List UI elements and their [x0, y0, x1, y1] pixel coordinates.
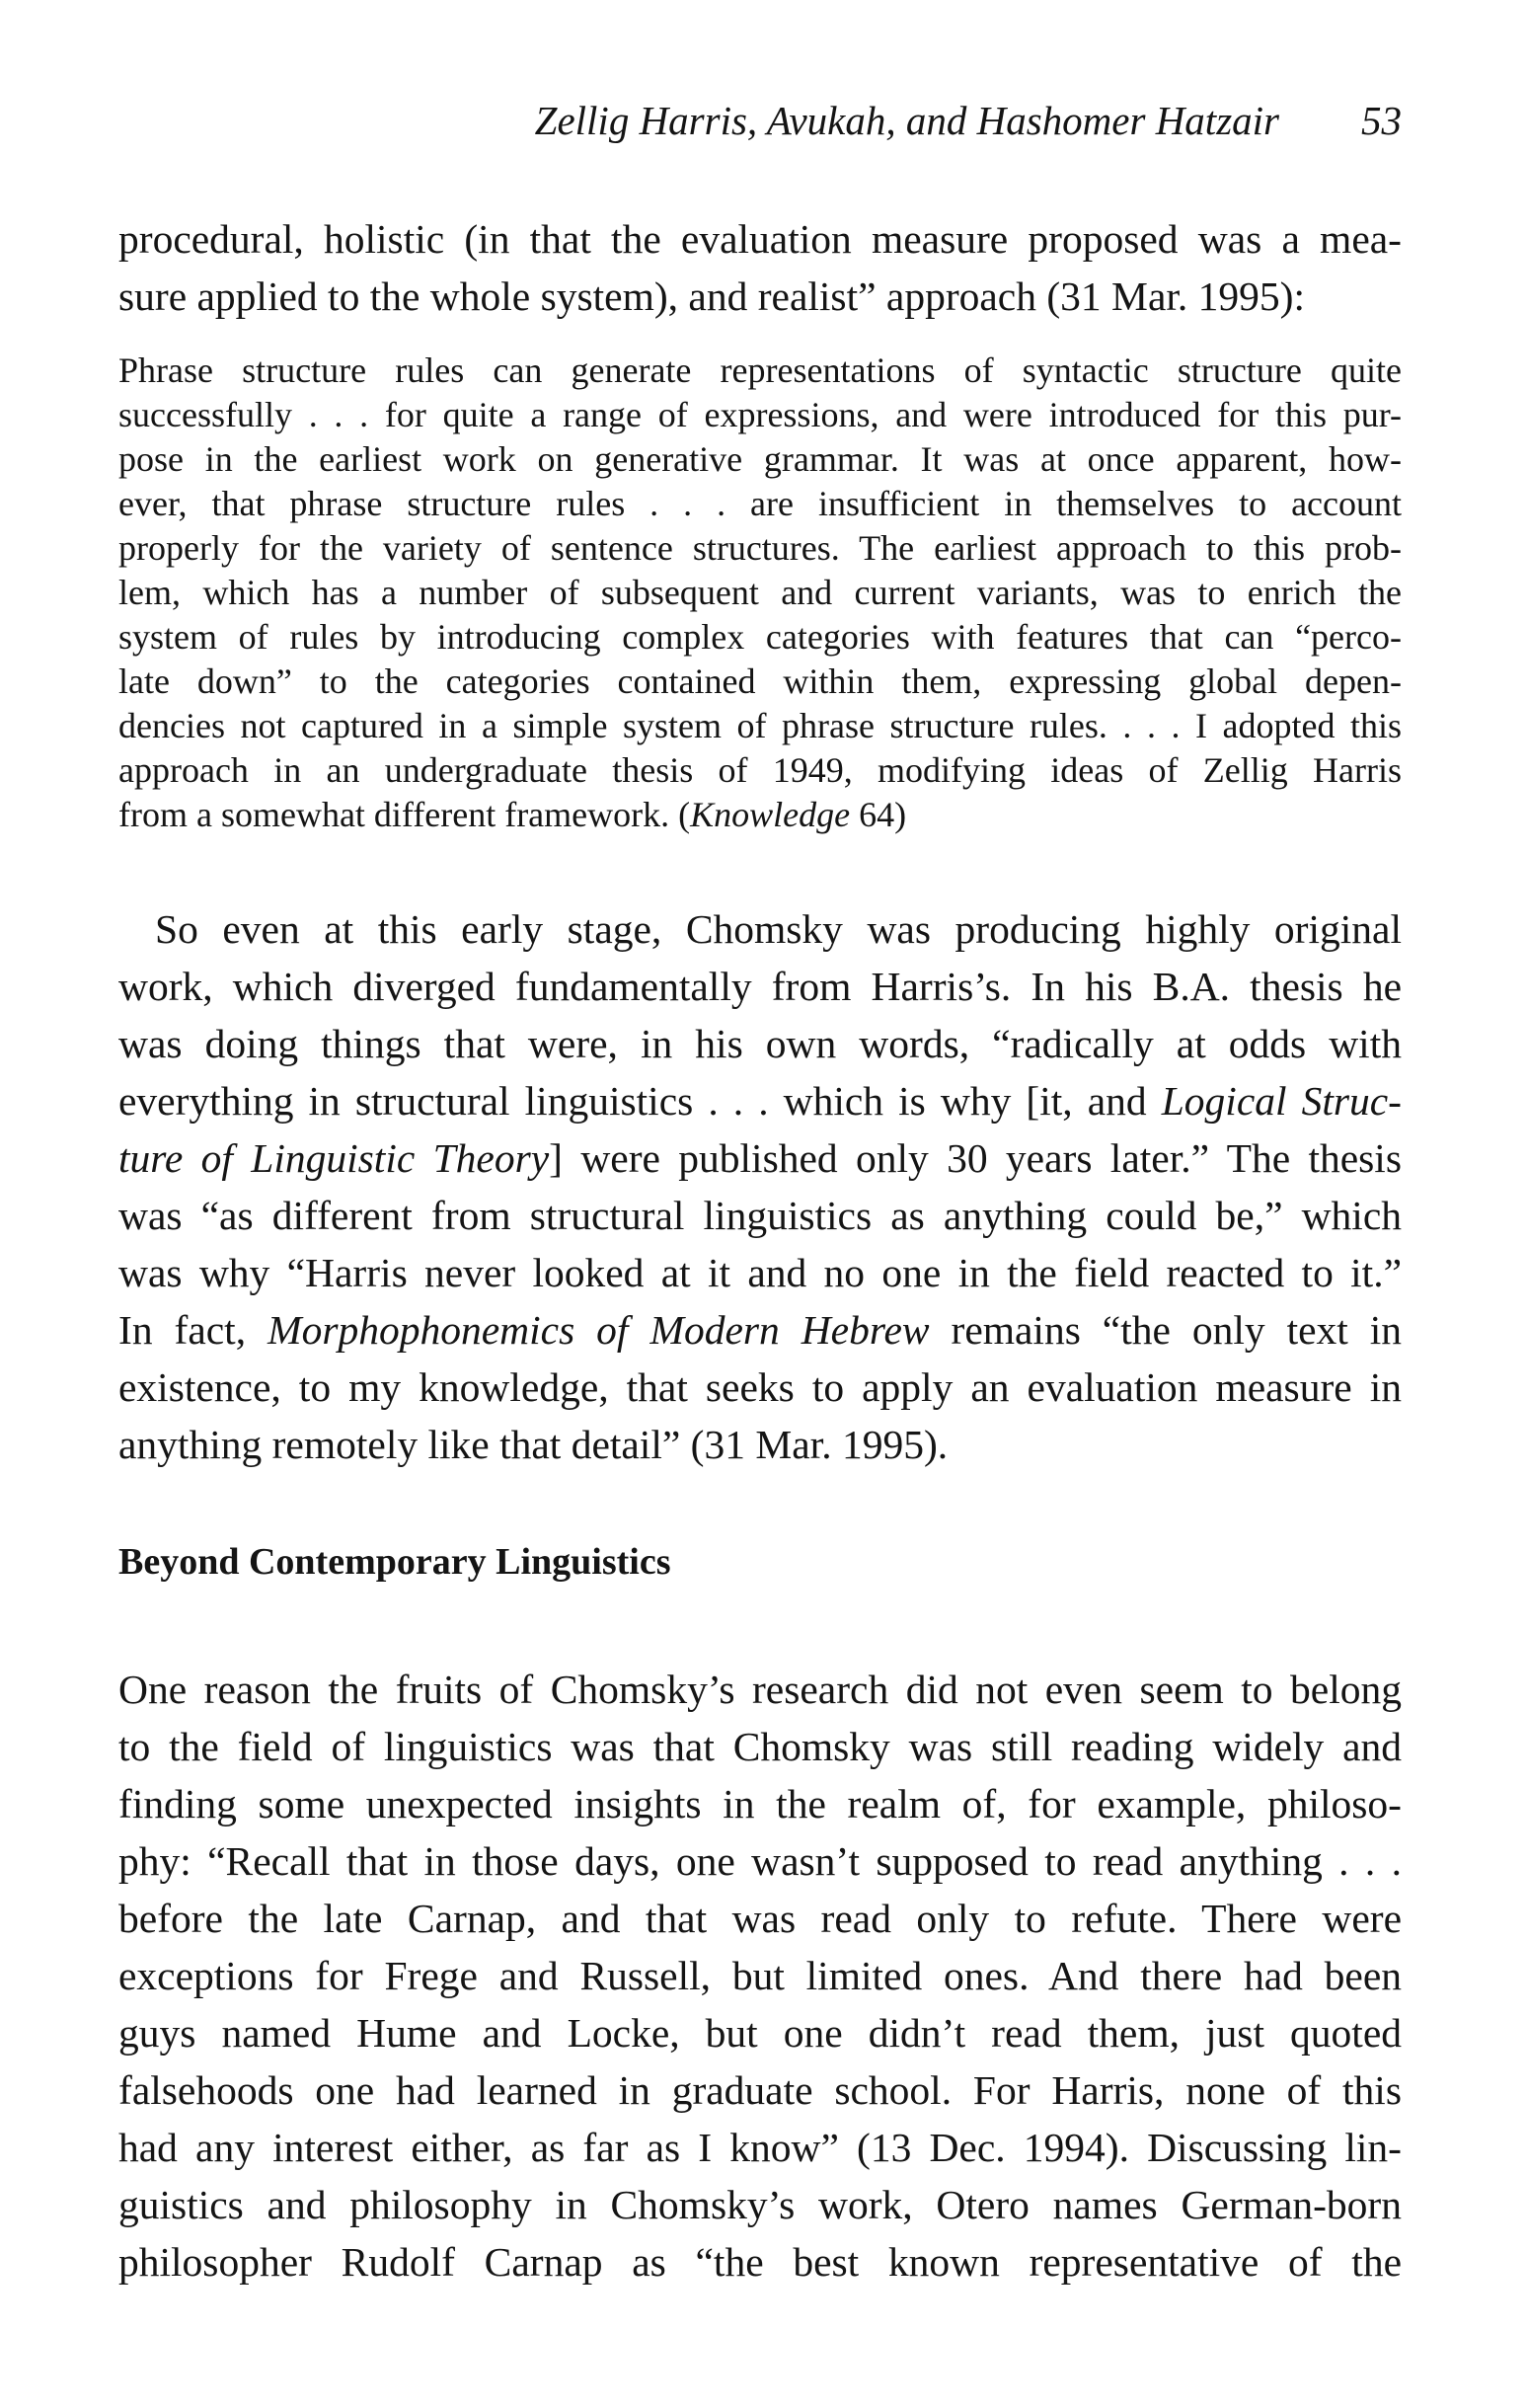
text-line: phy: “Recall that in those days, one wasn’t supposed to read anything . . . [118, 1838, 1402, 1884]
quote-line: lem, which has a number of subsequent and current variants, was to enrich the [118, 573, 1402, 612]
quote-text: from a somewhat different framework. ( [118, 795, 691, 834]
text-line [118, 1301, 1402, 1359]
text-line: One reason the fruits of Chomsky’s research did not even seem to belong [118, 1667, 1402, 1712]
text-line: philosopher Rudolf Carnap as “the best known representative of the [118, 2239, 1402, 2285]
text-line: So even at this early stage, Chomsky was producing highly original [155, 906, 1402, 952]
text-line: sure applied to the whole system), and realist” approach (31 Mar. 1995): [118, 273, 1306, 319]
text-line: falsehoods one had learned in graduate school. For Harris, none of this [118, 2067, 1402, 2113]
text-line: was “as different from structural linguistics as anything could be,” which [118, 1193, 1402, 1238]
quote-line: late down” to the categories contained within them, expressing global depen- [118, 661, 1402, 701]
text-line: finding some unexpected insights in the realm of, for example, philoso- [118, 1781, 1402, 1826]
citation-page: 64) [850, 795, 907, 834]
text-line: had any interest either, as far as I know” (13 Dec. 1994). Discussing lin- [118, 2125, 1402, 2170]
text-line: was why “Harris never looked at it and no one in the field reacted to it.” [118, 1250, 1402, 1295]
quote-line: system of rules by introducing complex categories with features that can “perco- [118, 617, 1402, 657]
quote-line: pose in the earliest work on generative grammar. It was at once apparent, how- [118, 439, 1402, 479]
text-line [118, 1072, 1402, 1129]
text-line: before the late Carnap, and that was read only to refute. There were [118, 1896, 1402, 1941]
text-line: guys named Hume and Locke, but one didn’t read them, just quoted [118, 2010, 1402, 2056]
text-segment: remains “the only text in [929, 1307, 1403, 1353]
book-title: Morphophonemics of Modern Hebrew [267, 1307, 930, 1353]
text-segment: everything in structural linguistics . . . which is why [it, and [118, 1078, 1162, 1124]
quote-line: successfully . . . for quite a range of expressions, and were introduced for this pur- [118, 395, 1402, 434]
quote-line: ever, that phrase structure rules . . . are insufficient in themselves to account [118, 484, 1402, 523]
quote-line [118, 793, 1402, 837]
citation-title: Knowledge [690, 795, 851, 834]
book-title: ture of Linguistic Theory [118, 1135, 550, 1181]
quote-line: dencies not captured in a simple system of phrase structure rules. . . . I adopted this [118, 706, 1402, 745]
running-header [118, 97, 1402, 156]
quote-line: approach in an undergraduate thesis of 1949, modifying ideas of Zellig Harris [118, 750, 1402, 790]
text-segment: In fact, [118, 1307, 268, 1353]
page-number: 53 [1361, 98, 1402, 143]
section-heading: Beyond Contemporary Linguistics [118, 1541, 671, 1583]
text-line: existence, to my knowledge, that seeks to apply an evaluation measure in [118, 1364, 1402, 1410]
book-title: Logical Struc- [1161, 1078, 1402, 1124]
text-line: procedural, holistic (in that the evaluation measure proposed was a mea- [118, 216, 1402, 262]
text-line: was doing things that were, in his own words, “radically at odds with [118, 1021, 1402, 1066]
running-head-title: Zellig Harris, Avukah, and Hashomer Hatzair [534, 98, 1279, 143]
text-line: work, which diverged fundamentally from Harris’s. In his B.A. thesis he [118, 964, 1402, 1009]
text-line: exceptions for Frege and Russell, but limited ones. And there had been [118, 1953, 1402, 1998]
text-line: to the field of linguistics was that Chomsky was still reading widely and [118, 1724, 1402, 1769]
text-line: anything remotely like that detail” (31 Mar. 1995). [118, 1422, 949, 1467]
quote-line: Phrase structure rules can generate representations of syntactic structure quite [118, 350, 1402, 390]
text-segment: ] were published only 30 years later.” The thesis [549, 1135, 1402, 1181]
text-line [118, 1129, 1402, 1187]
quote-line: properly for the variety of sentence structures. The earliest approach to this prob- [118, 528, 1402, 568]
text-line: guistics and philosophy in Chomsky’s work, Otero names German-born [118, 2182, 1402, 2227]
